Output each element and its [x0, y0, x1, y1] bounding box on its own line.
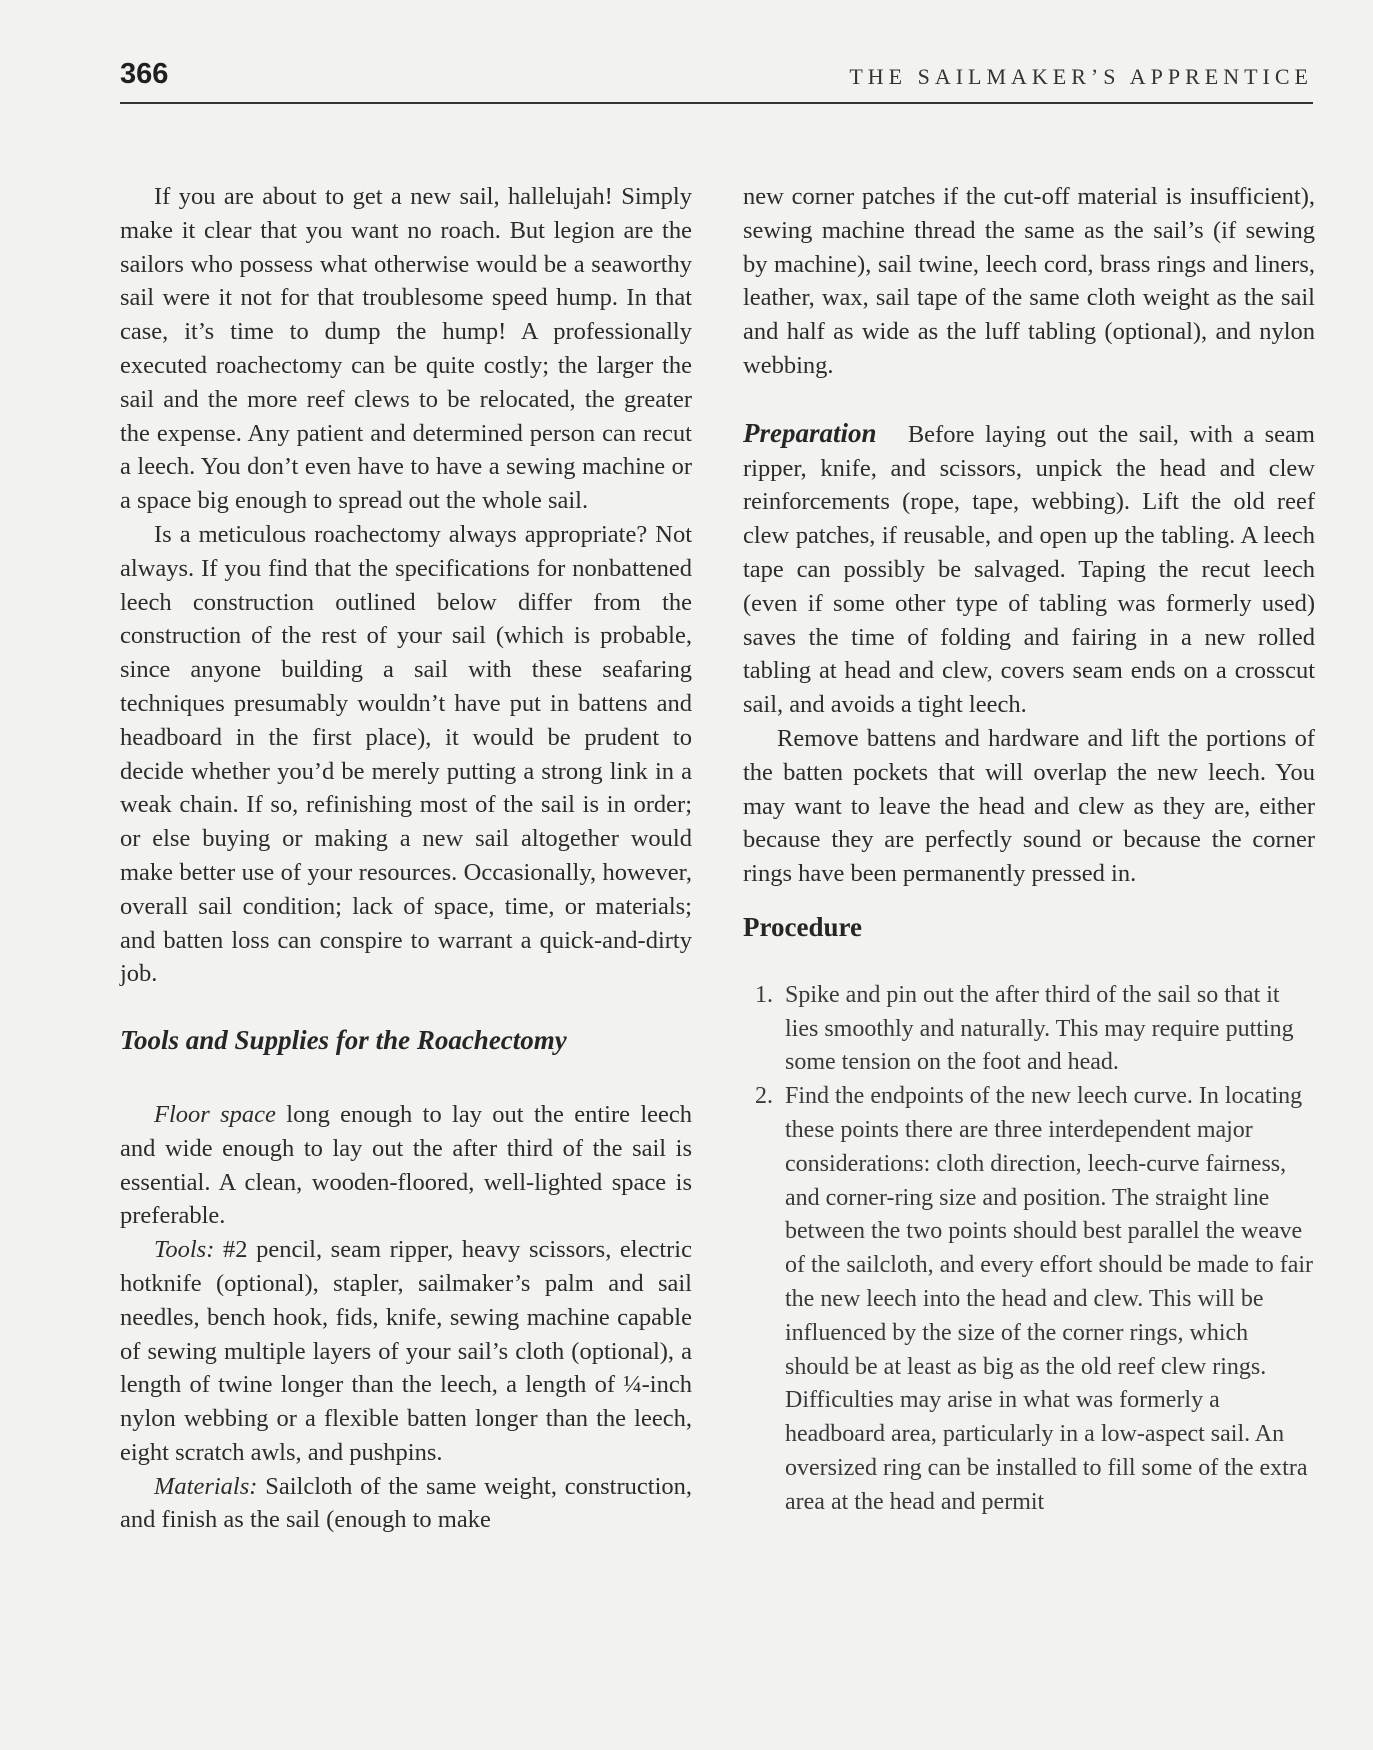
remove-battens-paragraph: Remove battens and hardware and lift the portions of the batten pockets that will overlap the new leech. You may want to leave the head and clew as they are, either because they are perfectly sound or because the corner rings have been permanently pressed in. — [743, 724, 1315, 888]
procedure-steps — [743, 979, 1315, 1520]
tools-heading: Tools and Supplies for the Roachectomy — [120, 1025, 567, 1056]
preparation-label: Preparation — [743, 417, 877, 448]
floor-space-paragraph — [120, 1098, 692, 1233]
step-number: 2. — [755, 1083, 773, 1110]
procedure-heading: Procedure — [743, 911, 862, 942]
floor-space-text: long enough to lay out the entire leech and wide enough to lay out the after third of the sail is essential. A clean, wooden-floored, well-lighted space is preferable. — [120, 1100, 693, 1230]
procedure-step — [743, 1080, 1315, 1519]
materials-text: Sailcloth of the same weight, construction, and finish as the sail (enough to make — [120, 1472, 692, 1534]
step-number: 1. — [755, 981, 773, 1008]
right-column — [743, 180, 1315, 1519]
materials-continued: new corner patches if the cut-off material is insufficient), sewing machine thread the same as the sail’s (if sewing by machine), sail twine, leech cord, brass rings and liners, leather, wax, sail tape of the same cloth weight as the sail and half as wide as the luff tabling (optional), and nylon webbing. — [743, 183, 1315, 379]
tools-text: #2 pencil, seam ripper, heavy scissors, electric hotknife (optional), stapler, sailmaker’s palm and sail needles, bench hook, fids, knife, sewing machine capable of sewing multiple layers of your sail’s cloth (optional), a length of twine longer than the leech, a length of ¼-inch nylon webbing or a flexible batten longer than the leech, eight scratch awls, and pushpins. — [120, 1236, 692, 1466]
step-text: Find the endpoints of the new leech curve. In locating these points there are three interdependent major considerations: cloth direction, leech-curve fairness, and corner-ring size and position. The straight line between the two points should best parallel the weave of the sailcloth, and every effort should be made to fair the new leech into the head and clew. This will be influenced by the size of the corner rings, which should be at least as big as the old reef clew rings. Difficulties may arise in what was formerly a headboard area, particularly in a low-aspect sail. An oversized ring can be installed to fill some of the extra area at the head and permit — [785, 1083, 1314, 1515]
preparation-paragraph — [743, 417, 1315, 722]
procedure-step — [743, 979, 1315, 1080]
tools-paragraph — [120, 1233, 692, 1470]
section-gap — [743, 383, 1315, 417]
page-number: 366 — [120, 58, 169, 90]
tools-label: Tools: — [154, 1236, 215, 1264]
header-rule — [120, 102, 1313, 104]
intro-paragraph: If you are about to get a new sail, hallelujah! Simply make it clear that you want no roach. But legion are the sailors who possess what otherwise would be a seaworthy sail were it not for that troublesome speed hump. In that case, it’s time to dump the hump! A professionally executed roachectomy can be quite costly; the larger the sail and the more reef clews to be relocated, the greater the expense. Any patient and determined person can recut a leech. You don’t even have to have a sewing machine or a space big enough to spread out the whole sail. — [120, 183, 692, 515]
step-text: Spike and pin out the after third of the sail so that it lies smoothly and naturally. This may require putting some tension on the foot and head. — [785, 981, 1294, 1076]
running-head: THE SAILMAKER’S APPRENTICE — [849, 64, 1313, 89]
materials-paragraph — [120, 1470, 692, 1538]
left-column — [120, 180, 692, 1537]
floor-space-label: Floor space — [154, 1100, 276, 1128]
materials-label: Materials: — [154, 1472, 258, 1500]
preparation-text: Before laying out the sail, with a seam ripper, knife, and scissors, unpick the head and clew reinforcements (rope, tape, webbing). Lift the old reef clew patches, if reusable, and open up the tabling. A leech tape can possibly be salvaged. Taping the recut leech (even if some other type of tabling was formerly used) saves the time of folding and fairing in a new rolled tabling at head and clew, covers seam ends on a crosscut sail, and avoids a tight leech. — [743, 420, 1315, 719]
roachectomy-paragraph: Is a meticulous roachectomy always appropriate? Not always. If you find that the specifications for nonbattened leech construction outlined below differ from the construction of the rest of your sail (which is probable, since anyone building a sail with these seafaring techniques presumably wouldn’t have put in battens and headboard in the first place), it would be prudent to decide whether you’d be merely putting a strong link in a weak chain. If so, refinishing most of the sail is in order; or else buying or making a new sail altogether would make better use of your resources. Occasionally, however, overall sail condition; lack of space, time, or materials; and batten loss can conspire to warrant a quick-and-dirty job. — [120, 520, 692, 988]
